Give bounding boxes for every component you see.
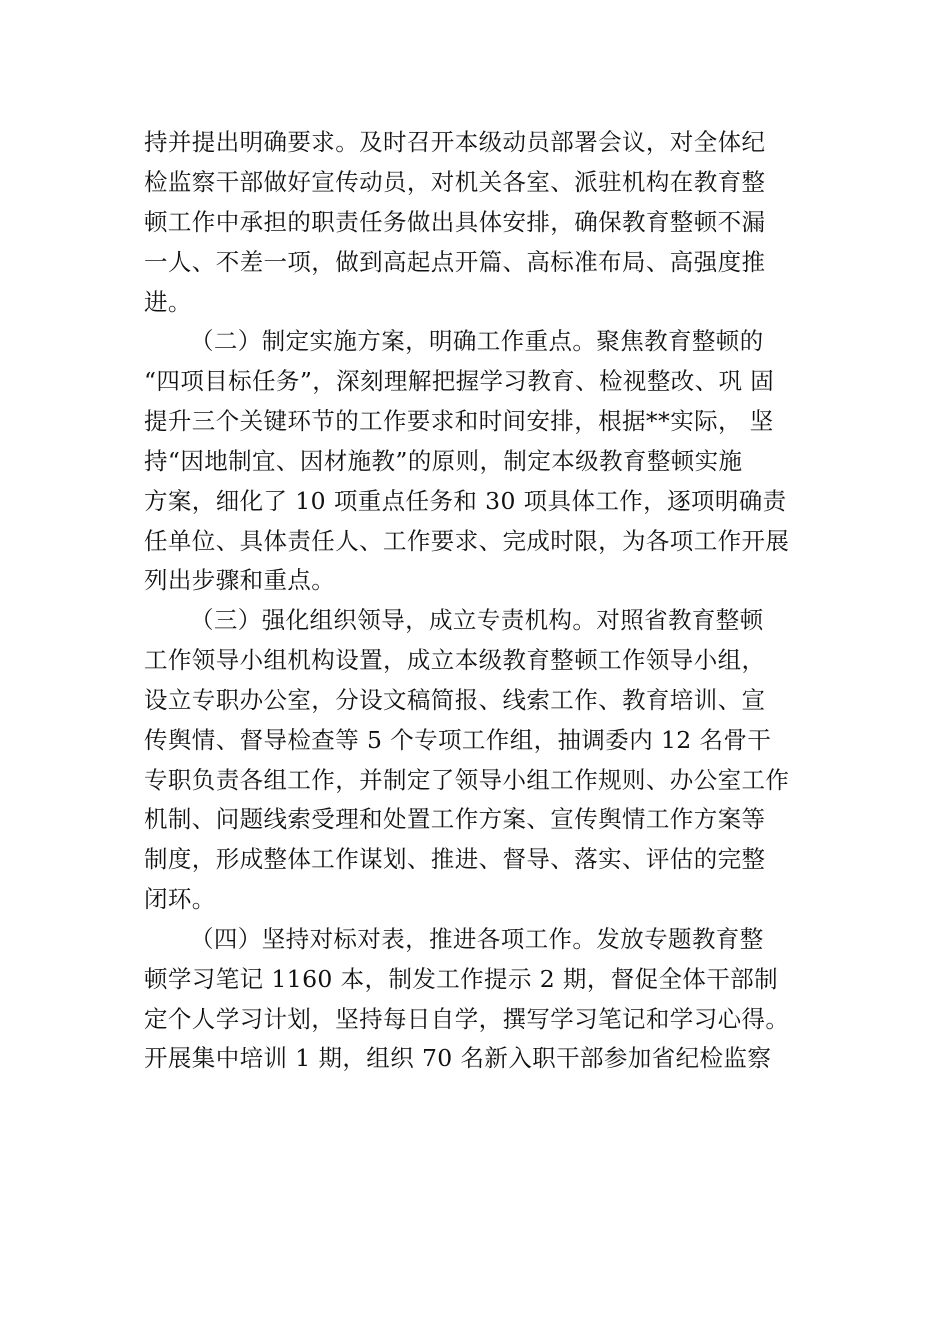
- section-heading-line: （二）制定实施方案，明确工作重点。聚焦教育整顿的: [190, 327, 764, 355]
- text-line: 闭环。: [144, 885, 216, 913]
- text-line: 列出步骤和重点。: [144, 566, 336, 594]
- text-line: 机制、问题线索受理和处置工作方案、宣传舆情工作方案等: [144, 805, 766, 833]
- text-line: 定个人学习计划，坚持每日自学，撰写学习笔记和学习心得。: [144, 1005, 790, 1033]
- text-line: 进。: [144, 288, 192, 316]
- text-line: 顿学习笔记 1160 本，制发工作提示 2 期，督促全体干部制: [144, 965, 779, 993]
- text-line: 持并提出明确要求。及时召开本级动员部署会议，对全体纪: [144, 128, 766, 156]
- section-heading-line: （三）强化组织领导，成立专责机构。对照省教育整顿: [190, 606, 764, 634]
- text-line: 方案，细化了 10 项重点任务和 30 项具体工作，逐项明确责: [144, 487, 787, 515]
- text-line: 专职负责各组工作，并制定了领导小组工作规则、办公室工作: [144, 766, 790, 794]
- section-heading-line: （四）坚持对标对表，推进各项工作。发放专题教育整: [190, 925, 764, 953]
- text-line: 设立专职办公室，分设文稿简报、线索工作、教育培训、宣: [144, 686, 766, 714]
- text-line: 一人、不差一项，做到高起点开篇、高标准布局、高强度推: [144, 248, 766, 276]
- text-line: “四项目标任务”，深刻理解把握学习教育、检视整改、巩 固: [144, 367, 775, 395]
- text-line: 任单位、具体责任人、工作要求、完成时限，为各项工作开展: [144, 527, 790, 555]
- text-line: 制度，形成整体工作谋划、推进、督导、落实、评估的完整: [144, 845, 766, 873]
- text-line: 开展集中培训 1 期，组织 70 名新入职干部参加省纪检监察: [144, 1044, 772, 1072]
- text-line: 传舆情、督导检查等 5 个专项工作组，抽调委内 12 名骨干: [144, 726, 772, 754]
- text-line: 检监察干部做好宣传动员，对机关各室、派驻机构在教育整: [144, 168, 766, 196]
- text-line: 持“因地制宜、因材施教”的原则，制定本级教育整顿实施: [144, 447, 743, 475]
- text-line: 提升三个关键环节的工作要求和时间安排，根据**实际， 坚: [144, 407, 774, 435]
- text-line: 工作领导小组机构设置，成立本级教育整顿工作领导小组，: [144, 646, 766, 674]
- text-line: 顿工作中承担的职责任务做出具体安排，确保教育整顿不漏: [144, 208, 766, 236]
